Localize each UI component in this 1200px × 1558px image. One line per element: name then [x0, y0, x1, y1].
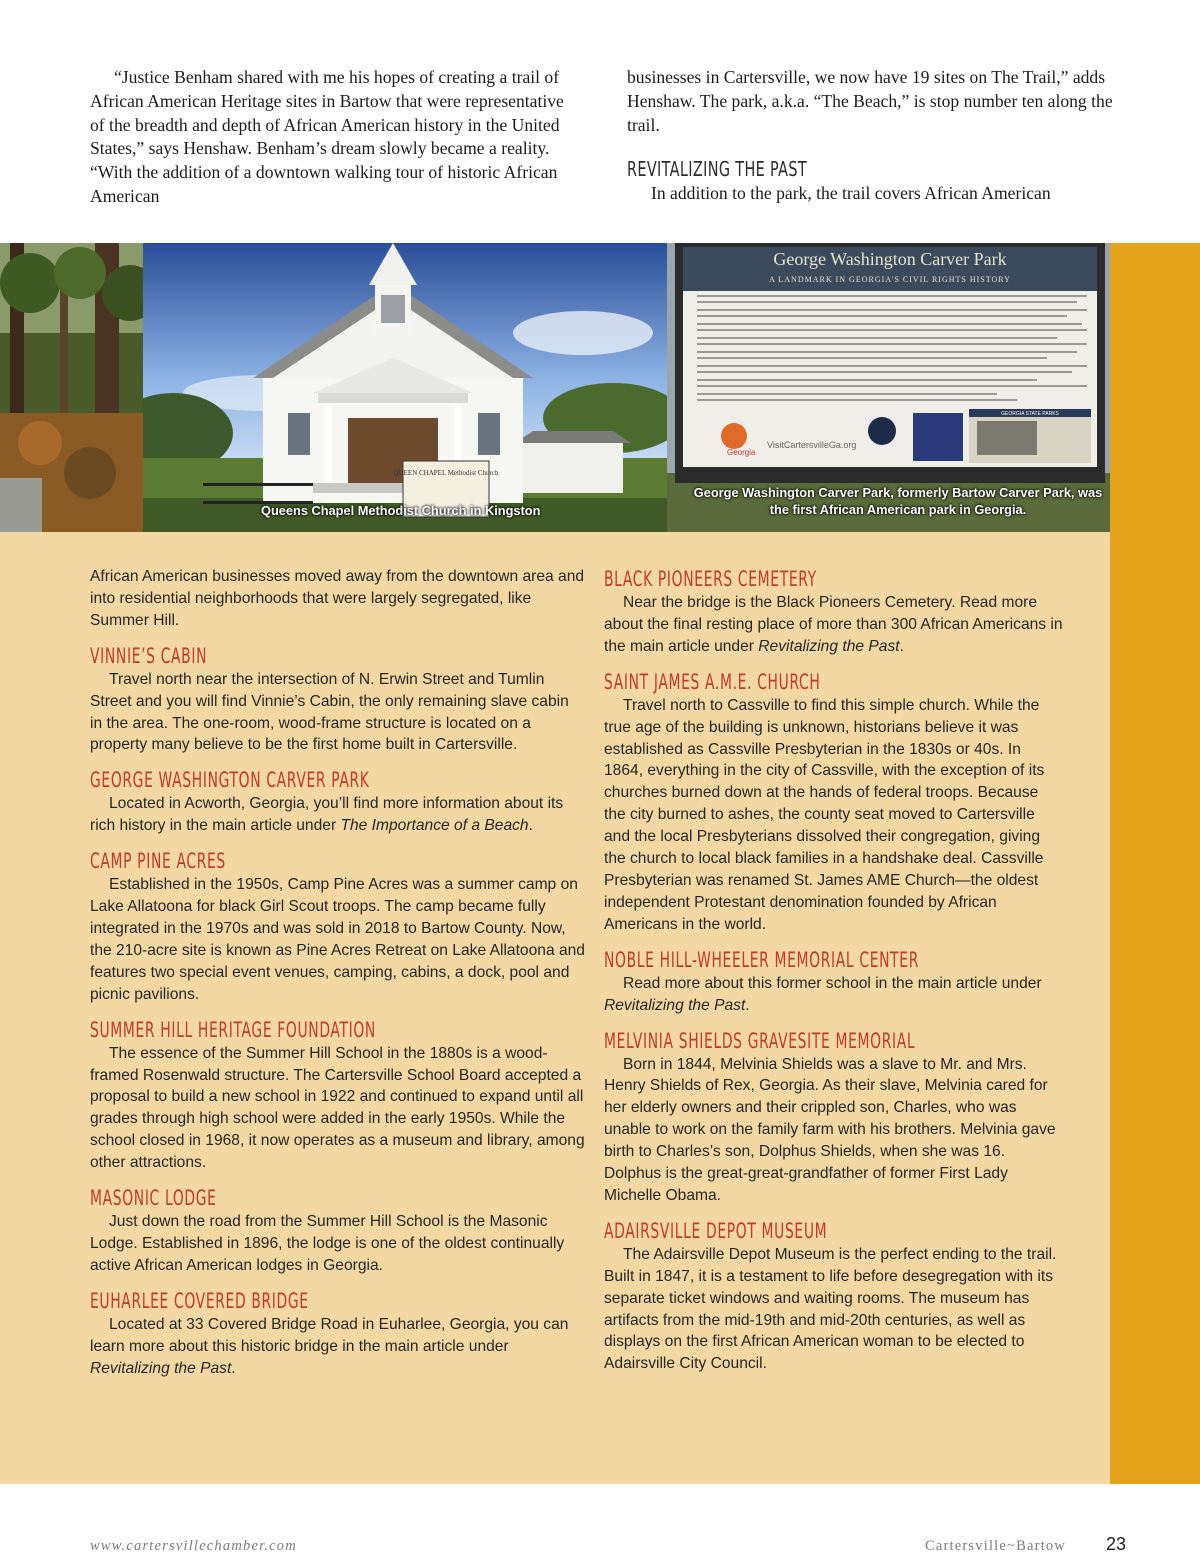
sign-georgia: Georgia — [727, 448, 756, 457]
carver-park-title: GEORGE WASHINGTON CARVER PARK — [90, 768, 370, 793]
column-intro: African American businesses moved away from the downtown area and into residential neighborhoods that were largely segregated, like Summer Hill. — [90, 568, 585, 629]
saint-james-title: SAINT JAMES A.M.E. CHURCH — [604, 669, 821, 694]
vinnies-cabin-title: VINNIE’S CABIN — [90, 643, 208, 668]
adairsville-depot-title: ADAIRSVILLE DEPOT MUSEUM — [604, 1218, 828, 1243]
sign-site: VisitCartersvilleGa.org — [767, 440, 857, 450]
church-sign-text: QUEEN CHAPEL Methodist Church — [393, 469, 499, 477]
vinnies-cabin-body: Travel north near the intersection of N. Erwin Street and Tumlin Street and you will find Vinnie’s Cabin, the only remaining slave cabin in the area. The one-room, wood-frame structure is located on a property many believe to be the first home built in Cartersville. — [90, 670, 569, 754]
carver-park-ref: The Importance of a Beach — [340, 817, 529, 835]
melvinia-shields-body: Born in 1844, Melvinia Shields was a slave to Mr. and Mrs. Henry Shields of Rex, Georgia. As their slave, Melvinia cared for her elderly owners and their crippled son, Charles, who was unable to work on the family farm with his brothers. Melvinia gave birth to Charles’s son, Dolphus Shields, when she was 16. Dolphus is the great-great-grandfather of former First Lady Michelle Obama. — [604, 1055, 1056, 1204]
intro-paragraph-right: businesses in Cartersville, we now have 19 sites on The Trail,” adds Henshaw. The park, a.k.a. “The Beach,” is stop number ten along the trail. — [627, 67, 1113, 135]
adairsville-depot-body: The Adairsville Depot Museum is the perfect ending to the trail. Built in 1847, it is a testament to life before desegregation with its separate ticket windows and waiting rooms. The museum has artifacts from the mid-19th and mid-20th centuries, as well as displays on the first African American woman to be elected to Adairsville City Council. — [604, 1245, 1057, 1373]
georgia-peach-icon — [721, 423, 747, 449]
sign-subtitle: A LANDMARK IN GEORGIA'S CIVIL RIGHTS HISTORY — [769, 275, 1011, 284]
church-photo — [143, 243, 667, 532]
masonic-lodge-body: Just down the road from the Summer Hill School is the Masonic Lodge. Established in 1896, the lodge is one of the oldest continually active African American lodges in Georgia. — [90, 1213, 565, 1274]
county-seal-icon — [868, 417, 896, 445]
black-pioneers-ref: Revitalizing the Past — [758, 637, 900, 655]
orange-sidebar — [1110, 243, 1200, 1484]
revitalizing-paragraph: In addition to the park, the trail covers African American — [651, 183, 1051, 204]
revitalizing-heading: REVITALIZING THE PAST — [627, 157, 808, 182]
summer-hill-title: SUMMER HILL HERITAGE FOUNDATION — [90, 1017, 376, 1042]
euharlee-bridge-title: EUHARLEE COVERED BRIDGE — [90, 1288, 309, 1313]
euharlee-bridge-ref: Revitalizing the Past — [90, 1359, 232, 1377]
footer-publication: Cartersville~Bartow — [925, 1538, 1066, 1554]
page-number: 23 — [1106, 1534, 1127, 1554]
sign-parks: GEORGIA STATE PARKS — [1001, 411, 1059, 417]
noble-hill-title: NOBLE HILL-WHEELER MEMORIAL CENTER — [604, 947, 919, 972]
sign-title: George Washington Carver Park — [773, 249, 1007, 269]
carver-park-text: Located in Acworth, Georgia, you’ll find more information about its rich history in the main article under — [90, 795, 564, 835]
melvinia-shields-title: MELVINIA SHIELDS GRAVESITE MEMORIAL — [604, 1028, 916, 1053]
noble-hill-text: Read more about this former school in the main article under — [623, 974, 1042, 992]
forest-photo — [0, 243, 143, 532]
camp-pine-acres-body: Established in the 1950s, Camp Pine Acres was a summer camp on Lake Allatoona for black Girl Scout troops. The camp became fully integrated in the 1970s and was sold in 2018 to Bartow County. Now, the 210-acre site is known as Pine Acres Retreat on Lake Allatoona and features two special event venues, camping, cabins, a dock, pool and picnic pavilions. — [90, 876, 585, 1003]
sites-column-left — [90, 566, 585, 1379]
park-caption: George Washington Carver Park, formerly Bartow Carver Park, was the first African American park in Georgia. — [693, 485, 1103, 517]
intro-paragraph-left: “Justice Benham shared with me his hopes of creating a trail of African American Heritage sites in Bartow that were representative of the breadth and depth of African American history in the United States,” says Henshaw. Benham’s dream slowly became a reality. “With the addition of a downtown walking tour of historic African American — [90, 67, 564, 206]
forest-illustration — [0, 243, 143, 532]
church-illustration — [143, 243, 667, 532]
black-pioneers-body: Near the bridge is the Black Pioneers Cemetery. Read more about the final resting place of more than 300 African Americans in the main article under Revitalizing the Past. — [604, 594, 1063, 655]
black-pioneers-title: BLACK PIONEERS CEMETERY — [604, 567, 817, 591]
euharlee-bridge-body: Located at 33 Covered Bridge Road in Euharlee, Georgia, you can learn more about this historic bridge in the main article under Revitalizing the Past. — [90, 1315, 569, 1377]
saint-james-body: Travel north to Cassville to find this simple church. While the true age of the building is unknown, historians believe it was established as Cassville Presbyterian in the 1830s or 40s. In 1864, everything in the city of Cassville, with the exception of its churches burned down at the hands of federal troops. Because the city burned to ashes, the county seat moved to Cartersville and the local Presbyterians dissolved their congregation, giving the church to local black families in a handshake deal. Cassville Presbyterian was renamed St. James AME Church—the oldest independent Protestant denomination founded by African Americans in the world. — [604, 696, 1045, 933]
noble-hill-ref: Revitalizing the Past — [604, 996, 746, 1014]
carver-park-body: Located in Acworth, Georgia, you’ll find more information about its rich history in the main article under The Importance of a Beach. — [90, 795, 564, 835]
intro-column-left — [90, 66, 580, 209]
park-sign-photo — [667, 243, 1110, 532]
church-caption: Queens Chapel Methodist Church in Kingston — [261, 503, 541, 518]
noble-hill-body: Read more about this former school in the main article under Revitalizing the Past. — [604, 974, 1042, 1014]
euharlee-bridge-text: Located at 33 Covered Bridge Road in Euharlee, Georgia, you can learn more about this historic bridge in the main article under — [90, 1315, 569, 1355]
photo-strip — [0, 243, 1110, 532]
black-pioneers-text: Near the bridge is the Black Pioneers Cemetery. Read more about the final resting place of more than 300 African Americans in the main article under — [604, 594, 1063, 655]
intro-column-right — [627, 66, 1132, 206]
masonic-lodge-title: MASONIC LODGE — [90, 1186, 217, 1211]
camp-pine-acres-title: CAMP PINE ACRES — [90, 849, 226, 874]
footer-url: www.cartersvillechamber.com — [90, 1538, 297, 1554]
sites-column-right — [604, 566, 1064, 1375]
summer-hill-body: The essence of the Summer Hill School in the 1880s is a wood-framed Rosenwald structure. The Cartersville School Board accepted a proposal to build a new school in 1922 and continued to expand until all grades through high school were added in the early 1950s. While the school closed in 1968, it now operates as a museum and library, among other attractions. — [90, 1044, 585, 1172]
